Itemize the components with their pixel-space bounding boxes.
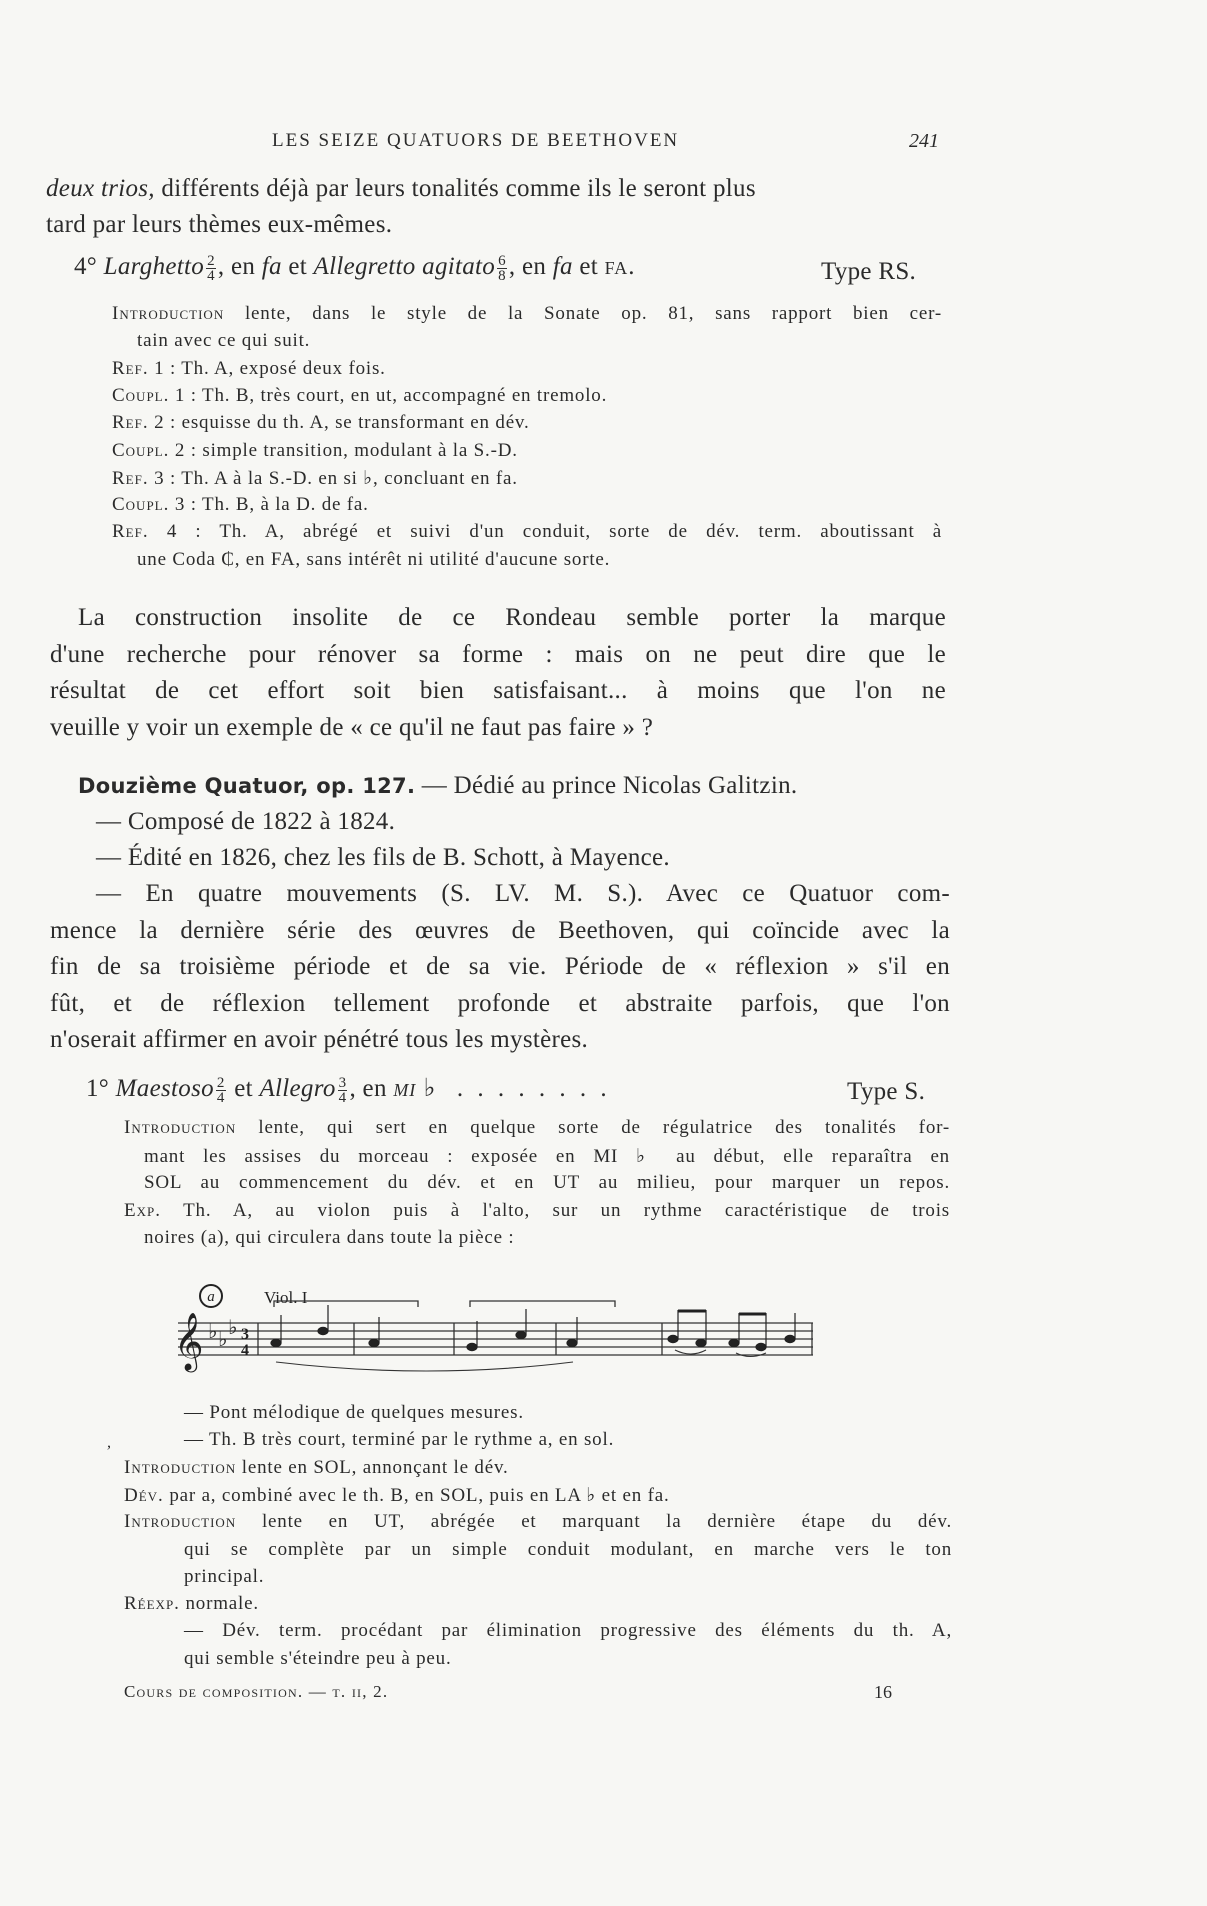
- item-text: qui se complète par un simple conduit modulant, en marche vers le ton: [184, 1538, 952, 1560]
- rhythm-brackets: [274, 1301, 615, 1307]
- text-line: — En quatre mouvements (S. LV. M. S.). Avec ce Quatuor com-: [96, 880, 950, 907]
- item-label: Coupl.: [112, 494, 170, 516]
- item-label: Introduction: [112, 303, 225, 324]
- item-label: Introduction: [124, 1456, 237, 1478]
- list-item: [124, 1457, 509, 1479]
- footer-right: 16: [874, 1682, 892, 1702]
- item-text: lente, dans le style de la Sonate op. 81, sans rapport bien cer-: [224, 303, 942, 324]
- list-item: [112, 440, 518, 462]
- quatuor-title: Douzième Quatuor, op. 127.: [78, 774, 416, 798]
- slurs: [276, 1350, 766, 1371]
- time-signature: 4: [241, 1342, 249, 1359]
- item-text: noires (a), qui circulera dans toute la pièce :: [144, 1227, 515, 1248]
- list-item: [184, 1648, 452, 1670]
- item-text: 1 : Th. A, exposé deux fois.: [148, 357, 386, 379]
- item-label: Dév.: [124, 1484, 164, 1506]
- item-text: 2 : simple transition, modulant à la S.-D.: [169, 439, 518, 461]
- list-item: [124, 1200, 950, 1222]
- item-text: 1 : Th. B, très court, en ut, accompagné en tremolo.: [169, 384, 608, 406]
- movement1-heading: 1° Maestoso $\frac{2}{4}$ et Allegro $\frac{3}{4}$ , en mi ♭ . . . . . . . .: [86, 1074, 611, 1106]
- text-line: d'une recherche pour rénover sa forme : mais on ne peut dire que le: [50, 640, 946, 668]
- item-text: — Th. B très court, terminé par le rythme a, en sol.: [184, 1429, 615, 1451]
- item-label: Ref.: [112, 467, 149, 489]
- flat-icon: ♭: [228, 1317, 238, 1339]
- list-item: [112, 521, 942, 543]
- item-text: 4 : Th. A, abrégé et suivi d'un conduit, sorte de dév. term. aboutissant à: [148, 521, 942, 543]
- item-text: lente, qui sert en quelque sorte de régulatrice des tonalités for-: [236, 1117, 950, 1138]
- page-number: 241: [909, 130, 939, 152]
- fraction: $\frac{3}{4}$: [338, 1074, 347, 1106]
- quatuor-composed: — Composé de 1822 à 1824.: [96, 808, 396, 835]
- item-label: Ref.: [112, 521, 149, 543]
- list-item: [184, 1566, 264, 1588]
- list-item: [112, 358, 386, 380]
- item-label: Introduction: [124, 1511, 237, 1533]
- notes: [271, 1305, 795, 1351]
- item-label: Coupl.: [112, 439, 170, 461]
- section4-heading: 4° Larghetto $\frac{2}{4}$ , en fa et Allegretto agitato $\frac{6}{8}$ , en fa et fa.: [74, 252, 636, 284]
- list-item: [112, 467, 518, 490]
- item-label: Coupl.: [112, 384, 170, 406]
- item-label: Ref.: [112, 412, 149, 434]
- item-text: 3 : Th. B, à la D. de fa.: [169, 494, 369, 516]
- item-label: Exp.: [124, 1199, 161, 1221]
- item-label: Ref.: [112, 357, 149, 379]
- list-item: [144, 1227, 514, 1249]
- list-item: [112, 494, 369, 516]
- item-text: SOL au commencement du dév. et en UT au milieu, pour marquer un repos.: [144, 1172, 950, 1193]
- text-line: mence la dernière série des œuvres de Beethoven, qui coïncide avec la: [50, 916, 950, 944]
- item-text: — Pont mélodique de quelques mesures.: [184, 1402, 524, 1423]
- item-text: une Coda ₵, en FA, sans intérêt ni utilité d'aucune sorte.: [137, 548, 611, 570]
- list-item: [124, 1117, 950, 1139]
- flat-icon: ♭: [218, 1329, 228, 1351]
- item-text: qui semble s'éteindre peu à peu.: [184, 1647, 452, 1669]
- item-text: 3 : Th. A à la S.-D. en si ♭, concluant en fa.: [148, 467, 518, 489]
- item-label: Introduction: [124, 1117, 237, 1138]
- item-text: 2 : esquisse du th. A, se transformant en dév.: [148, 412, 530, 434]
- list-item: [137, 330, 310, 352]
- movement1-type: Type S.: [847, 1078, 926, 1105]
- item-text: Th. A, au violon puis à l'alto, sur un rythme caractéristique de trois: [160, 1199, 950, 1221]
- text-line: fût, et de réflexion tellement profonde et abstraite parfois, que l'on: [50, 989, 950, 1017]
- example-label: a: [207, 1289, 215, 1305]
- list-item: [124, 1511, 952, 1533]
- time-signature: 3: [241, 1326, 249, 1343]
- list-item: [112, 303, 942, 325]
- item-text: mant les assises du morceau : exposée en MI ♭ au début, elle reparaîtra en: [144, 1145, 950, 1167]
- treble-clef-icon: 𝄞: [174, 1312, 204, 1370]
- fraction: $\frac{2}{4}$: [207, 252, 215, 284]
- fraction: $\frac{2}{4}$: [216, 1074, 225, 1106]
- item-text: normale.: [179, 1593, 259, 1615]
- list-item: [184, 1429, 614, 1451]
- item-label: Réexp.: [124, 1593, 180, 1615]
- list-item: [144, 1145, 950, 1168]
- quatuor-heading: Douzième Quatuor, op. 127. — Dédié au prince Nicolas Galitzin.: [78, 772, 798, 799]
- text-line: veuille y voir un exemple de « ce qu'il ne faut pas faire » ?: [50, 713, 654, 741]
- intro-italic: deux trios,: [46, 175, 155, 202]
- fraction: $\frac{6}{8}$: [498, 252, 506, 284]
- item-text: par a, combiné avec le th. B, en SOL, puis en LA ♭ et en fa.: [163, 1484, 670, 1506]
- footer-left: Cours de composition. — t. ii, 2.: [124, 1682, 389, 1701]
- staff-lines: [178, 1323, 813, 1355]
- text-line: La construction insolite de ce Rondeau semble porter la marque: [78, 604, 946, 631]
- item-text: — Dév. term. procédant par élimination progressive des éléments du th. A,: [184, 1620, 952, 1642]
- running-head: LES SEIZE QUATUORS DE BEETHOVEN: [272, 130, 680, 151]
- list-item: [112, 412, 530, 434]
- list-item: [112, 385, 607, 407]
- section4-type: Type RS.: [821, 258, 917, 285]
- list-item: [184, 1402, 524, 1424]
- text-line: fin de sa troisième période et de sa vie. Période de « réflexion » s'il en: [50, 953, 950, 980]
- list-item: [124, 1484, 670, 1507]
- item-text: tain avec ce qui suit.: [137, 330, 311, 352]
- music-example: [174, 1280, 818, 1375]
- item-text: lente en UT, abrégée et marquant la dernière étape du dév.: [236, 1511, 952, 1533]
- list-item: [184, 1620, 952, 1642]
- beams: [678, 1311, 766, 1314]
- list-item: [144, 1172, 950, 1194]
- flat-icon: ♭: [208, 1321, 218, 1343]
- list-item: [137, 549, 610, 571]
- margin-mark: ,: [107, 1434, 111, 1451]
- intro-line-2: tard par leurs thèmes eux-mêmes.: [46, 211, 393, 238]
- text-line: résultat de cet effort soit bien satisfaisant... à moins que l'on ne: [50, 677, 946, 704]
- item-text: principal.: [184, 1565, 265, 1587]
- intro-line-1: deux trios, différents déjà par leurs tonalités comme ils le seront plus: [46, 175, 756, 202]
- list-item: [184, 1539, 952, 1561]
- text-line: n'oserait affirmer en avoir pénétré tous les mystères.: [50, 1026, 589, 1053]
- item-text: lente en SOL, annonçant le dév.: [236, 1456, 509, 1478]
- list-item: [124, 1593, 259, 1615]
- quatuor-edited: — Édité en 1826, chez les fils de B. Schott, à Mayence.: [96, 844, 670, 871]
- instrument-label: Viol. I: [264, 1288, 308, 1307]
